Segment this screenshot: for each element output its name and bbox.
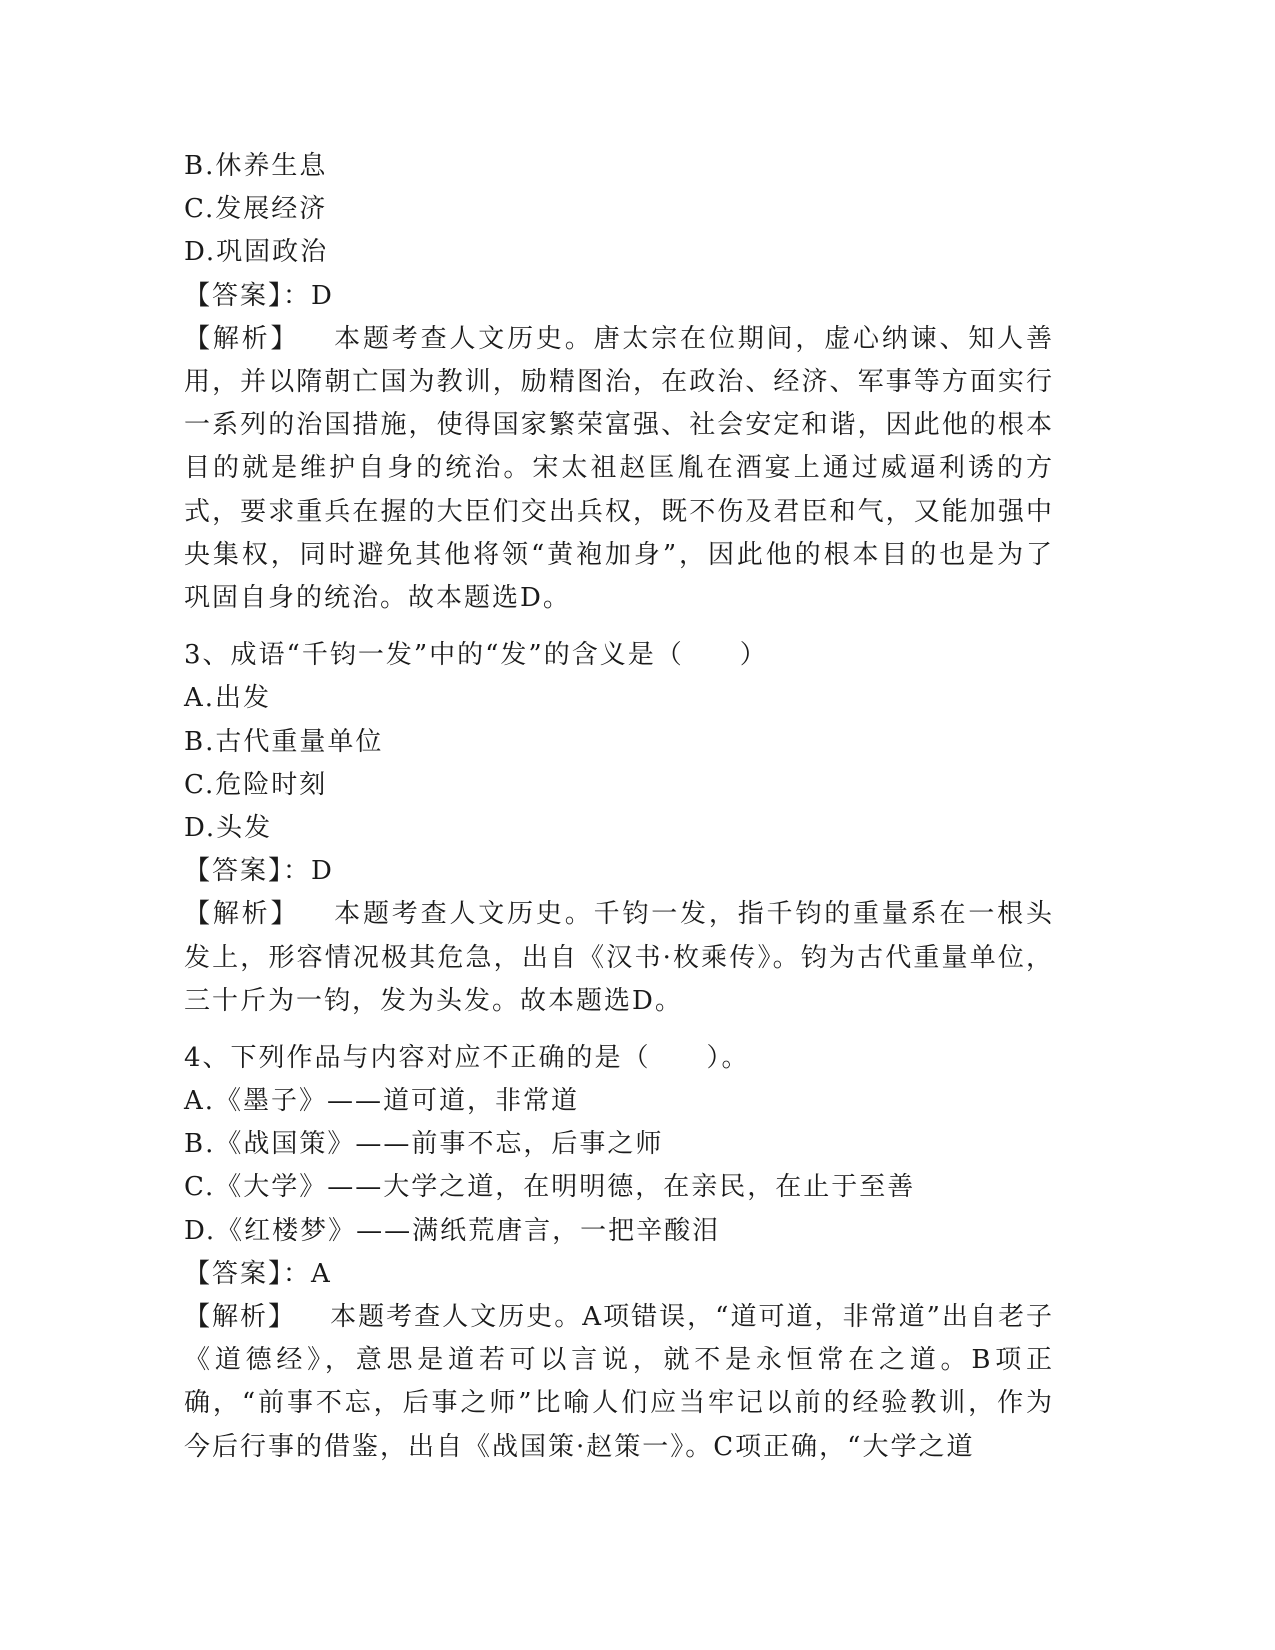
q2-option-c: C.发展经济: [184, 194, 328, 225]
question-2-block: [184, 145, 1054, 620]
q3-question: 3、成语“千钧一发”中的“发”的含义是（ ）: [184, 640, 768, 671]
q2-answer: 【答案】：D: [184, 280, 334, 311]
q3-analysis: [184, 893, 1054, 1023]
q2-analysis-text: 本题考查人文历史。唐太宗在位期间，虚心纳谏、知人善用，并以隋朝亡国为教训，励精图治，在政治、经济、军事等方面实行一系列的治国措施，使得国家繁荣富强、社会安定和谐，因此他的根本目的就是维护自身的统治。宋太祖赵匡胤在酒宴上通过威逼利诱的方式，要求重兵在握的大臣们交出兵权，既不伤及君臣和气，又能加强中央集权，同时避免其他将领“黄袍加身”，因此他的根本目的也是为了巩固自身的统治。故本题选D。: [184, 323, 1054, 613]
question-4-block: [184, 1037, 1054, 1469]
q4-answer: 【答案】：A: [184, 1258, 332, 1289]
q4-option-c: C.《大学》——大学之道，在明明德，在亲民，在止于至善: [184, 1172, 916, 1203]
q4-question: 4、下列作品与内容对应不正确的是（ ）。: [184, 1042, 750, 1073]
q3-option-d: D.头发: [184, 812, 273, 843]
q4-option-a: A.《墨子》——道可道，非常道: [184, 1086, 580, 1117]
question-3-block: [184, 634, 1054, 1023]
document-content: [184, 145, 1054, 1469]
q4-analysis-text: 本题考查人文历史。A项错误，“道可道，非常道”出自老子《道德经》，意思是道若可以言说，就不是永恒常在之道。B项正确，“前事不忘，后事之师”比喻人们应当牢记以前的经验教训，作为今后行事的借鉴，出自《战国策·赵策一》。C项正确，“大学之道: [184, 1302, 1054, 1462]
q4-analysis-label: 【解析】: [184, 1302, 297, 1333]
q3-option-c: C.危险时刻: [184, 769, 328, 800]
q4-option-b: B.《战国策》——前事不忘，后事之师: [184, 1129, 664, 1160]
q4-analysis: [184, 1296, 1054, 1469]
q3-option-b: B.古代重量单位: [184, 726, 384, 757]
q3-answer: 【答案】：D: [184, 856, 334, 887]
q2-analysis: [184, 318, 1054, 620]
q3-analysis-label: 【解析】: [184, 899, 300, 930]
q3-option-a: A.出发: [184, 683, 272, 714]
q2-option-b: B.休养生息: [184, 151, 328, 181]
q2-option-d: D.巩固政治: [184, 237, 329, 268]
q3-analysis-text: 本题考查人文历史。千钧一发，指千钧的重量系在一根头发上，形容情况极其危急，出自《汉书·枚乘传》。钧为古代重量单位，三十斤为一钧，发为头发。故本题选D。: [184, 899, 1054, 1016]
q2-analysis-label: 【解析】: [184, 323, 300, 354]
q4-option-d: D.《红楼梦》——满纸荒唐言，一把辛酸泪: [184, 1215, 721, 1246]
